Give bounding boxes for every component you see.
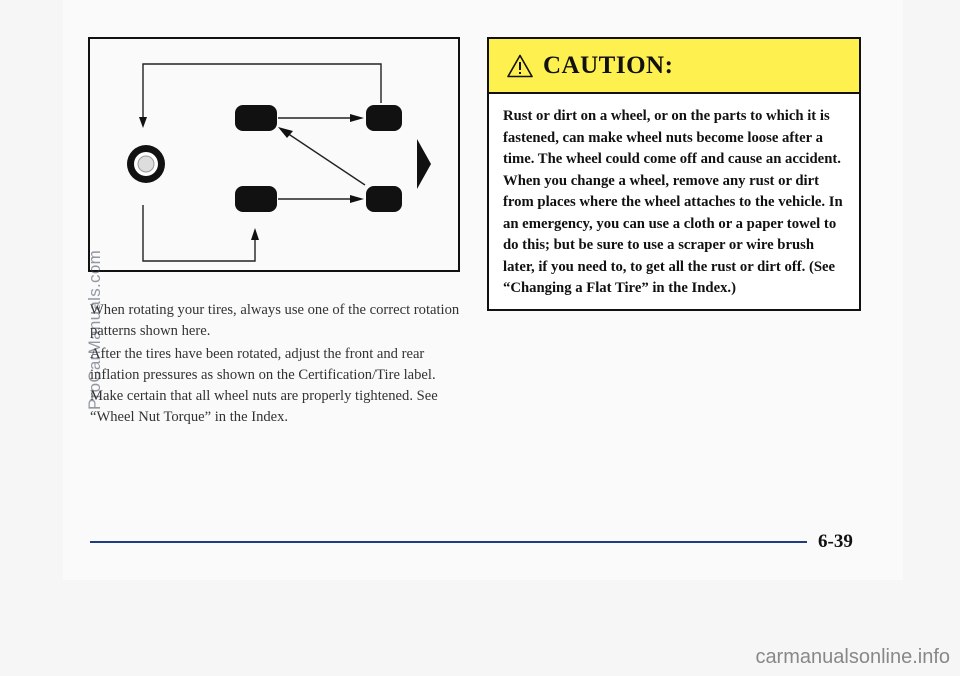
travel-direction-icon [417, 139, 431, 189]
side-watermark: ProCarManuals.com [85, 249, 104, 410]
right-front-tire-icon [366, 105, 402, 131]
caution-text: Rust or dirt on a wheel, or on the parts to which it is fastened, can make wheel nuts become loose after a time. The wheel could come off and cause an accident. When you change a wheel, remove any rust or dirt from places where the wheel attaches to the vehicle. In an emergency, you can use a cloth or a paper towel to do this; but be sure to use a scraper or wire brush later, if you need to, to get all the rust or dirt off. (See “Changing a Flat Tire” in the Index.) [503, 108, 843, 296]
rotation-instruction-text: When rotating your tires, always use one of the correct rotation patterns shown here. [90, 302, 460, 339]
footer-rule [90, 541, 807, 543]
inflation-paragraph [90, 344, 465, 428]
left-rear-to-spare-path [143, 205, 255, 261]
tire-rotation-diagram [88, 37, 460, 272]
page-number: 6-39 [818, 531, 853, 552]
rotation-paragraph [90, 300, 465, 342]
caution-box [487, 37, 861, 311]
caution-title: CAUTION: [543, 51, 674, 79]
warning-triangle-icon [507, 54, 533, 78]
inflation-instruction-text: After the tires have been rotated, adjust the front and rear inflation pressures as shown on the Certification/Tire label. Make certain that all wheel nuts are properly tightened. See “Wheel Nut Torque” in the Index. [90, 346, 438, 425]
right-rear-tire-icon [366, 186, 402, 212]
left-rear-tire-icon [235, 186, 277, 212]
rotation-pattern-graphic [90, 39, 462, 274]
spare-tire-icon [127, 145, 165, 183]
caution-header [489, 39, 859, 94]
left-front-tire-icon [235, 105, 277, 131]
bottom-watermark: carmanualsonline.info [755, 646, 950, 668]
